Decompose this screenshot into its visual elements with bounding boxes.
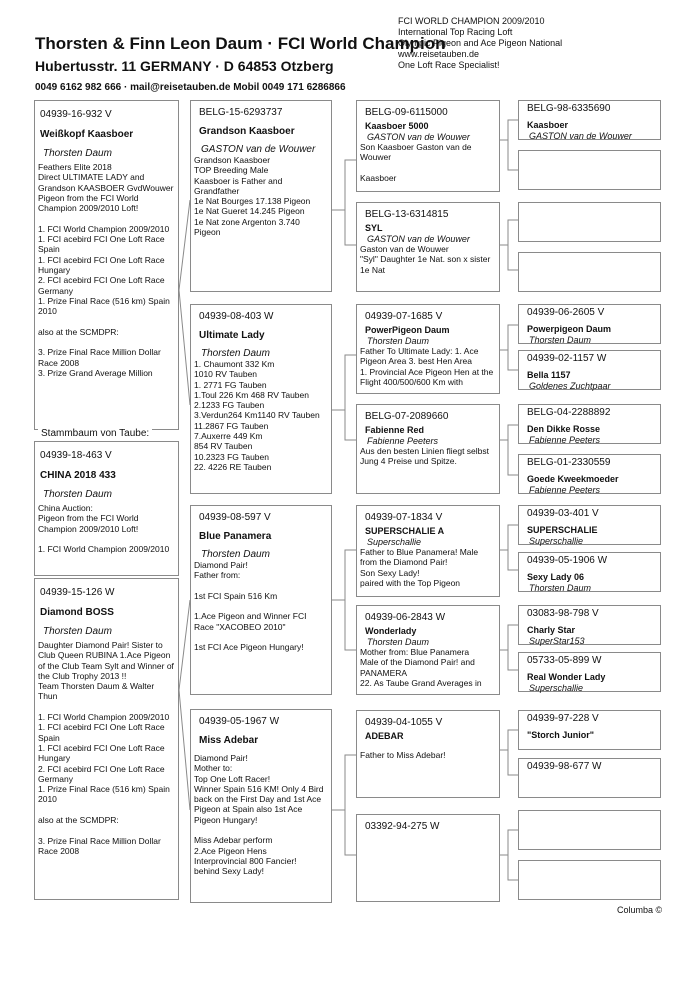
pigeon-name: Real Wonder Lady [527, 672, 606, 682]
sire-card [190, 505, 332, 695]
pigeon-notes: Father to Miss Adebar! [360, 750, 446, 760]
ring-number: 04939-07-1834 V [365, 512, 443, 523]
pigeon-owner: Thorsten Daum [201, 549, 270, 560]
grandparent-card [356, 404, 500, 494]
loft-info-line: www.reisetauben.de [398, 49, 480, 59]
pigeon-name: Diamond BOSS [40, 607, 114, 618]
pigeon-name: Grandson Kaasboer [199, 126, 295, 137]
great-grandparent-card [518, 454, 661, 494]
grandparent-card [356, 505, 500, 597]
pigeon-name: SYL [365, 223, 383, 233]
pigeon-notes: Aus den besten Linien fliegt selbst Jung 4 Preise und Spitze. [360, 446, 490, 467]
pigeon-owner: Thorsten Daum [43, 626, 112, 637]
pigeon-name: SUPERSCHALIE [527, 525, 598, 535]
ring-number: 05733-05-899 W [527, 655, 602, 666]
pigeon-owner: Fabienne Peeters [367, 436, 439, 446]
stammbaum-label: Stammbaum von Taube: [38, 428, 152, 439]
ring-number: 04939-97-228 V [527, 713, 599, 724]
pigeon-owner: Superschallie [367, 537, 422, 547]
sire-card [190, 100, 332, 292]
pigeon-notes: Son Kaasboer Gaston van de Wouwer Kaasboer [360, 142, 472, 183]
pigeon-notes: Father To Ultimate Lady: 1. Ace Pigeon Area 3. best Hen Area 1. Provincial Ace Pigeon Hen at the Flight 400/500/600 Km with [360, 346, 494, 387]
pigeon-owner: GASTON van de Wouwer [201, 144, 316, 155]
grandparent-card [356, 100, 500, 192]
pigeon-name: ADEBAR [365, 731, 404, 741]
pigeon-owner: Thorsten Daum [43, 489, 112, 500]
ring-number: BELG-15-6293737 [199, 107, 283, 118]
ring-number: 04939-18-463 V [40, 450, 112, 461]
grandparent-card [356, 605, 500, 695]
pigeon-name: Powerpigeon Daum [527, 324, 612, 334]
pigeon-notes: Diamond Pair! Mother to: Top One Loft Racer! Winner Spain 516 KM! Only 4 Bird back on the First Day and 1st Ace Pigeon at Spain also 1st Ace Pigeon Hungary! Miss Adebar perform 2.Ace Pigeon Hens Interprovincial 800 Fancier! behind Sexy Lady! [194, 753, 324, 877]
great-grandparent-card [518, 150, 661, 190]
pigeon-notes: Mother from: Blue Panamera Male of the Diamond Pair! and PANAMERA 22. As Taube Grand Averages in [360, 647, 482, 688]
ring-number: 04939-05-1906 W [527, 555, 608, 566]
great-grandparent-card [518, 505, 661, 545]
ring-number: 04939-04-1055 V [365, 717, 443, 728]
pigeon-notes: China Auction: Pigeon from the FCI World Champion 2009/2010 Loft! 1. FCI World Champion 2009/2010 [38, 503, 170, 555]
pigeon-owner: Thorsten Daum [201, 348, 270, 359]
loft-info-line: International Top Racing Loft [398, 27, 513, 37]
pigeon-owner: Fabienne Peeters [529, 485, 601, 495]
pigeon-name: Bella 1157 [527, 370, 571, 380]
pigeon-card [34, 578, 179, 900]
pigeon-name: Kaasboer 5000 [365, 121, 429, 131]
pigeon-owner: Thorsten Daum [367, 336, 430, 346]
great-grandparent-card [518, 810, 661, 850]
pigeon-owner: GASTON van de Wouwer [367, 234, 470, 244]
ring-number: 04939-08-597 V [199, 512, 271, 523]
footer-credit: Columba © [617, 905, 663, 915]
pigeon-notes: Diamond Pair! Father from: 1st FCI Spain 516 Km 1.Ace Pigeon and Winner FCI Race "XACOBEO 2010" 1st FCI Ace Pigeon Hungary! [194, 560, 307, 653]
pigeon-name: Fabienne Red [365, 425, 425, 435]
ring-number: 04939-08-403 W [199, 311, 274, 322]
pigeon-notes: 1. Chaumont 332 Km 1010 RV Tauben 1. 2771 FG Tauben 1.Toul 226 Km 468 RV Tauben 2.1233 FG Tauben 3.Verdun264 Km1140 RV Tauben 11.2867 FG Tauben 7.Auxerre 449 Km 854 RV Tauben 10.2323 FG Tauben 22. 4226 RE Tauben [194, 359, 320, 472]
ring-number: 04939-07-1685 V [365, 311, 443, 322]
ring-number: BELG-01-2330559 [527, 457, 611, 468]
grandparent-card [356, 710, 500, 798]
ring-number: 04939-02-1157 W [527, 353, 607, 364]
pigeon-owner: Goldenes Zuchtpaar [529, 381, 611, 391]
pigeon-name: PowerPigeon Daum [365, 325, 450, 335]
pigeon-owner: Thorsten Daum [529, 583, 592, 593]
pigeon-name: CHINA 2018 433 [40, 470, 116, 481]
pigeon-notes: Grandson Kaasboer TOP Breeding Male Kaasboer is Father and Grandfather 1e Nat Bourges 17.138 Pigeon 1e Nat Gueret 14.245 Pigeon 1e Nat zone Argenton 3.740 Pigeon [194, 155, 311, 238]
breeder-address: Hubertusstr. 11 GERMANY · D 64853 Otzberg [35, 58, 334, 74]
great-grandparent-card [518, 252, 661, 292]
pigeon-name: Ultimate Lady [199, 330, 265, 341]
great-grandparent-card [518, 404, 661, 444]
subject-pigeon-card [34, 100, 179, 430]
great-grandparent-card [518, 552, 661, 592]
loft-info-line: Olympic Pigeon and Ace Pigeon National [398, 38, 563, 48]
great-grandparent-card [518, 100, 661, 140]
pigeon-name: SUPERSCHALIE A [365, 526, 445, 536]
dam-card [190, 709, 332, 903]
ring-number: 03083-98-798 V [527, 608, 599, 619]
ring-number: BELG-04-2288892 [527, 407, 611, 418]
pigeon-name: Miss Adebar [199, 735, 259, 746]
grandparent-card [356, 202, 500, 292]
pigeon-owner: GASTON van de Wouwer [529, 131, 632, 141]
pigeon-name: Goede Kweekmoeder [527, 474, 619, 484]
pigeon-name: "Storch Junior" [527, 730, 595, 740]
great-grandparent-card [518, 758, 661, 798]
great-grandparent-card [518, 710, 661, 750]
great-grandparent-card [518, 652, 661, 692]
ring-number: 04939-03-401 V [527, 508, 599, 519]
pigeon-owner: Superschallie [529, 683, 584, 693]
great-grandparent-card [518, 350, 661, 390]
pigeon-owner: Thorsten Daum [529, 335, 592, 345]
breeder-title: Thorsten & Finn Leon Daum · FCI World Champion [35, 34, 446, 53]
ring-number: BELG-09-6115000 [365, 107, 448, 118]
pigeon-owner: SuperStar153 [529, 636, 585, 646]
breeder-contact: 0049 6162 982 666 · mail@reisetauben.de Mobil 0049 171 6286866 [35, 82, 346, 93]
pigeon-notes: Gaston van de Wouwer "Syl" Daughter 1e Nat. son x sister 1e Nat [360, 244, 491, 275]
pigeon-owner: Thorsten Daum [367, 637, 430, 647]
pigeon-name: Weißkopf Kaasboer [40, 129, 134, 140]
great-grandparent-card [518, 202, 661, 242]
pigeon-name: Den Dikke Rosse [527, 424, 601, 434]
pigeon-name: Wonderlady [365, 626, 417, 636]
ring-number: 04939-06-2843 W [365, 612, 446, 623]
grandparent-card [356, 814, 500, 902]
pigeon-name: Kaasboer [527, 120, 569, 130]
pigeon-name: Charly Star [527, 625, 576, 635]
pigeon-owner: GASTON van de Wouwer [367, 132, 470, 142]
ring-number: 04939-15-126 W [40, 587, 115, 598]
pigeon-owner: Fabienne Peeters [529, 435, 601, 445]
pigeon-name: Blue Panamera [199, 531, 272, 542]
dam-card [190, 304, 332, 494]
pigeon-card [34, 441, 179, 576]
great-grandparent-card [518, 860, 661, 900]
great-grandparent-card [518, 304, 661, 344]
ring-number: 04939-05-1967 W [199, 716, 280, 727]
pigeon-owner: Thorsten Daum [43, 148, 112, 159]
pigeon-owner: Superschallie [529, 536, 584, 546]
ring-number: BELG-98-6335690 [527, 103, 611, 114]
ring-number: 04939-16-932 V [40, 109, 112, 120]
ring-number: 04939-06-2605 V [527, 307, 605, 318]
pigeon-name: Sexy Lady 06 [527, 572, 585, 582]
ring-number: BELG-07-2089660 [365, 411, 449, 422]
grandparent-card [356, 304, 500, 394]
great-grandparent-card [518, 605, 661, 645]
ring-number: 04939-98-677 W [527, 761, 602, 772]
pigeon-notes: Feathers Elite 2018 Direct ULTIMATE LADY and Grandson KAASBOER GvdWouwer Pigeon from the FCI World Champion 2009/2010 Loft! 1. FCI World Champion 2009/2010 1. FCI acebird FCI One Loft Race Spain 1. FCI acebird FCI One Loft Race Hungary 2. FCI acebird FCI One Loft Race Germany 1. Prize Final Race (516 km) Spain 2010 also at the SCMDPR: 3. Prize Final Race Million Dollar Race 2008 3. Prize Grand Average Million [38, 162, 174, 378]
pigeon-notes: Father to Blue Panamera! Male from the Diamond Pair! Son Sexy Lady! paired with the Top Pigeon [360, 547, 479, 588]
loft-info-line: FCI WORLD CHAMPION 2009/2010 [398, 16, 545, 26]
pigeon-notes: Daughter Diamond Pair! Sister to Club Queen RUBINA 1.Ace Pigeon of the Club Team Sylt and Winner of the Club Trophy 2013 !! Team Thorsten Daum & Walter Thun 1. FCI World Champion 2009/2010 1. FCI acebird FCI One Loft Race Spain 1. FCI acebird FCI One Loft Race Hungary 2. FCI acebird FCI One Loft Race Germany 1. Prize Final Race (516 km) Spain 2010 also at the SCMDPR: 3. Prize Final Race Million Dollar Race 2008 [38, 640, 174, 856]
ring-number: 03392-94-275 W [365, 821, 440, 832]
ring-number: BELG-13-6314815 [365, 209, 449, 220]
loft-info-line: One Loft Race Specialist! [398, 60, 500, 70]
